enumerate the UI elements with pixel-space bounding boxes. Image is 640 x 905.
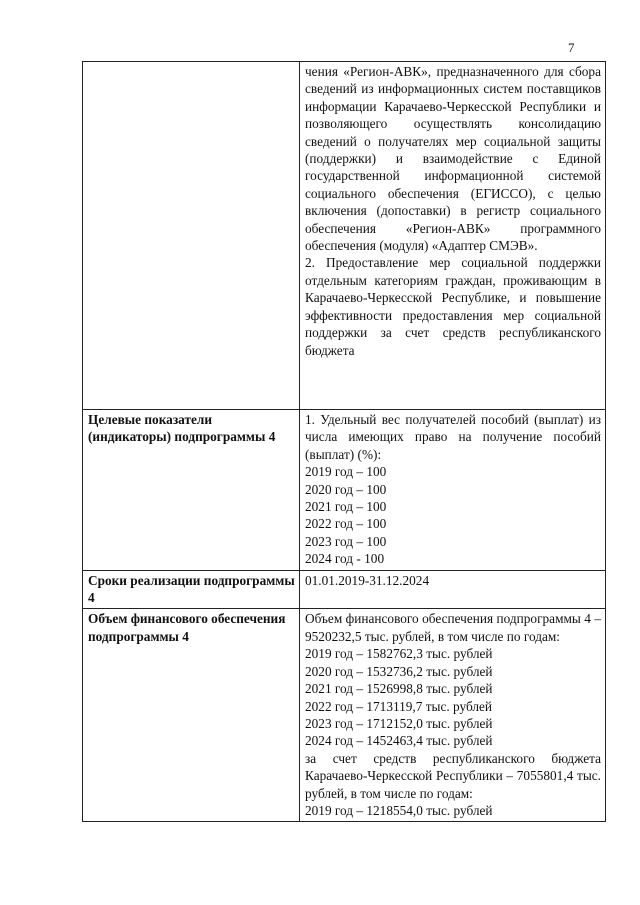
row-label	[83, 62, 300, 410]
year-value-line: 2020 год – 100	[305, 481, 387, 497]
table-row	[83, 609, 606, 822]
year-value-line: 2019 год – 1218554,0 тыс. рублей	[305, 802, 493, 818]
year-value-line: 2022 год – 100	[305, 516, 387, 532]
row-value	[300, 410, 606, 571]
row-label: Сроки реализации подпрограммы 4	[83, 570, 300, 609]
table-row	[83, 62, 606, 410]
paragraph: за счет средств республиканского бюджета Карачаево-Черкесской Республики – 7055801,4 тыс. рублей, в том числе по годам:	[305, 750, 601, 801]
year-value-line: 2019 год – 1582762,3 тыс. рублей	[305, 646, 493, 662]
paragraph: 2. Предоставление мер социальной поддержки отдельным категориям граждан, проживающим в Карачаево-Черкесской Республике, и повышение эффективности предоставления мер социальной поддержки за счет средств республиканского бюджета	[305, 255, 601, 358]
table-row	[83, 570, 606, 609]
paragraph: 1. Удельный вес получателей пособий (выплат) из числа имеющих право на получение пособий (выплат) (%):	[305, 412, 601, 462]
paragraph: чения «Регион-АВК», предназначенного для сбора сведений из информационных систем поставщиков информации Карачаево-Черкесской Республики и позволяющего осуществлять консолидацию сведений о получателях мер социальной защиты (поддержки) и взаимодействие с Единой государственной информационной системой социального обеспечения (ЕГИССО), с целью включения (допоставки) в регистр социального обеспечения «Регион-АВК» программного обеспечения (модуля) «Адаптер СМЭВ».	[305, 64, 601, 254]
subprogram-passport-table	[82, 61, 606, 822]
row-label: Целевые показатели (индикаторы) подпрограммы 4	[83, 410, 300, 571]
year-value-line: 2021 год – 1526998,8 тыс. рублей	[305, 681, 493, 697]
paragraph: Объем финансового обеспечения подпрограммы 4 – 9520232,5 тыс. рублей, в том числе по годам:	[305, 611, 601, 644]
row-value	[300, 609, 606, 822]
year-value-line: 2020 год – 1532736,2 тыс. рублей	[305, 663, 493, 679]
year-value-line: 2024 год – 1452463,4 тыс. рублей	[305, 733, 493, 749]
table-row	[83, 410, 606, 571]
year-value-line: 2024 год - 100	[305, 551, 385, 567]
year-value-line: 2023 год – 1712152,0 тыс. рублей	[305, 715, 493, 731]
page-number: 7	[568, 40, 575, 55]
row-label: Объем финансового обеспечения подпрограммы 4	[83, 609, 300, 822]
year-value-line: 2019 год – 100	[305, 464, 387, 480]
year-value-line: 2021 год – 100	[305, 499, 387, 515]
row-value: 01.01.2019-31.12.2024	[300, 570, 606, 609]
year-value-line: 2022 год – 1713119,7 тыс. рублей	[305, 698, 493, 714]
row-value	[300, 62, 606, 410]
year-value-line: 2023 год – 100	[305, 533, 387, 549]
